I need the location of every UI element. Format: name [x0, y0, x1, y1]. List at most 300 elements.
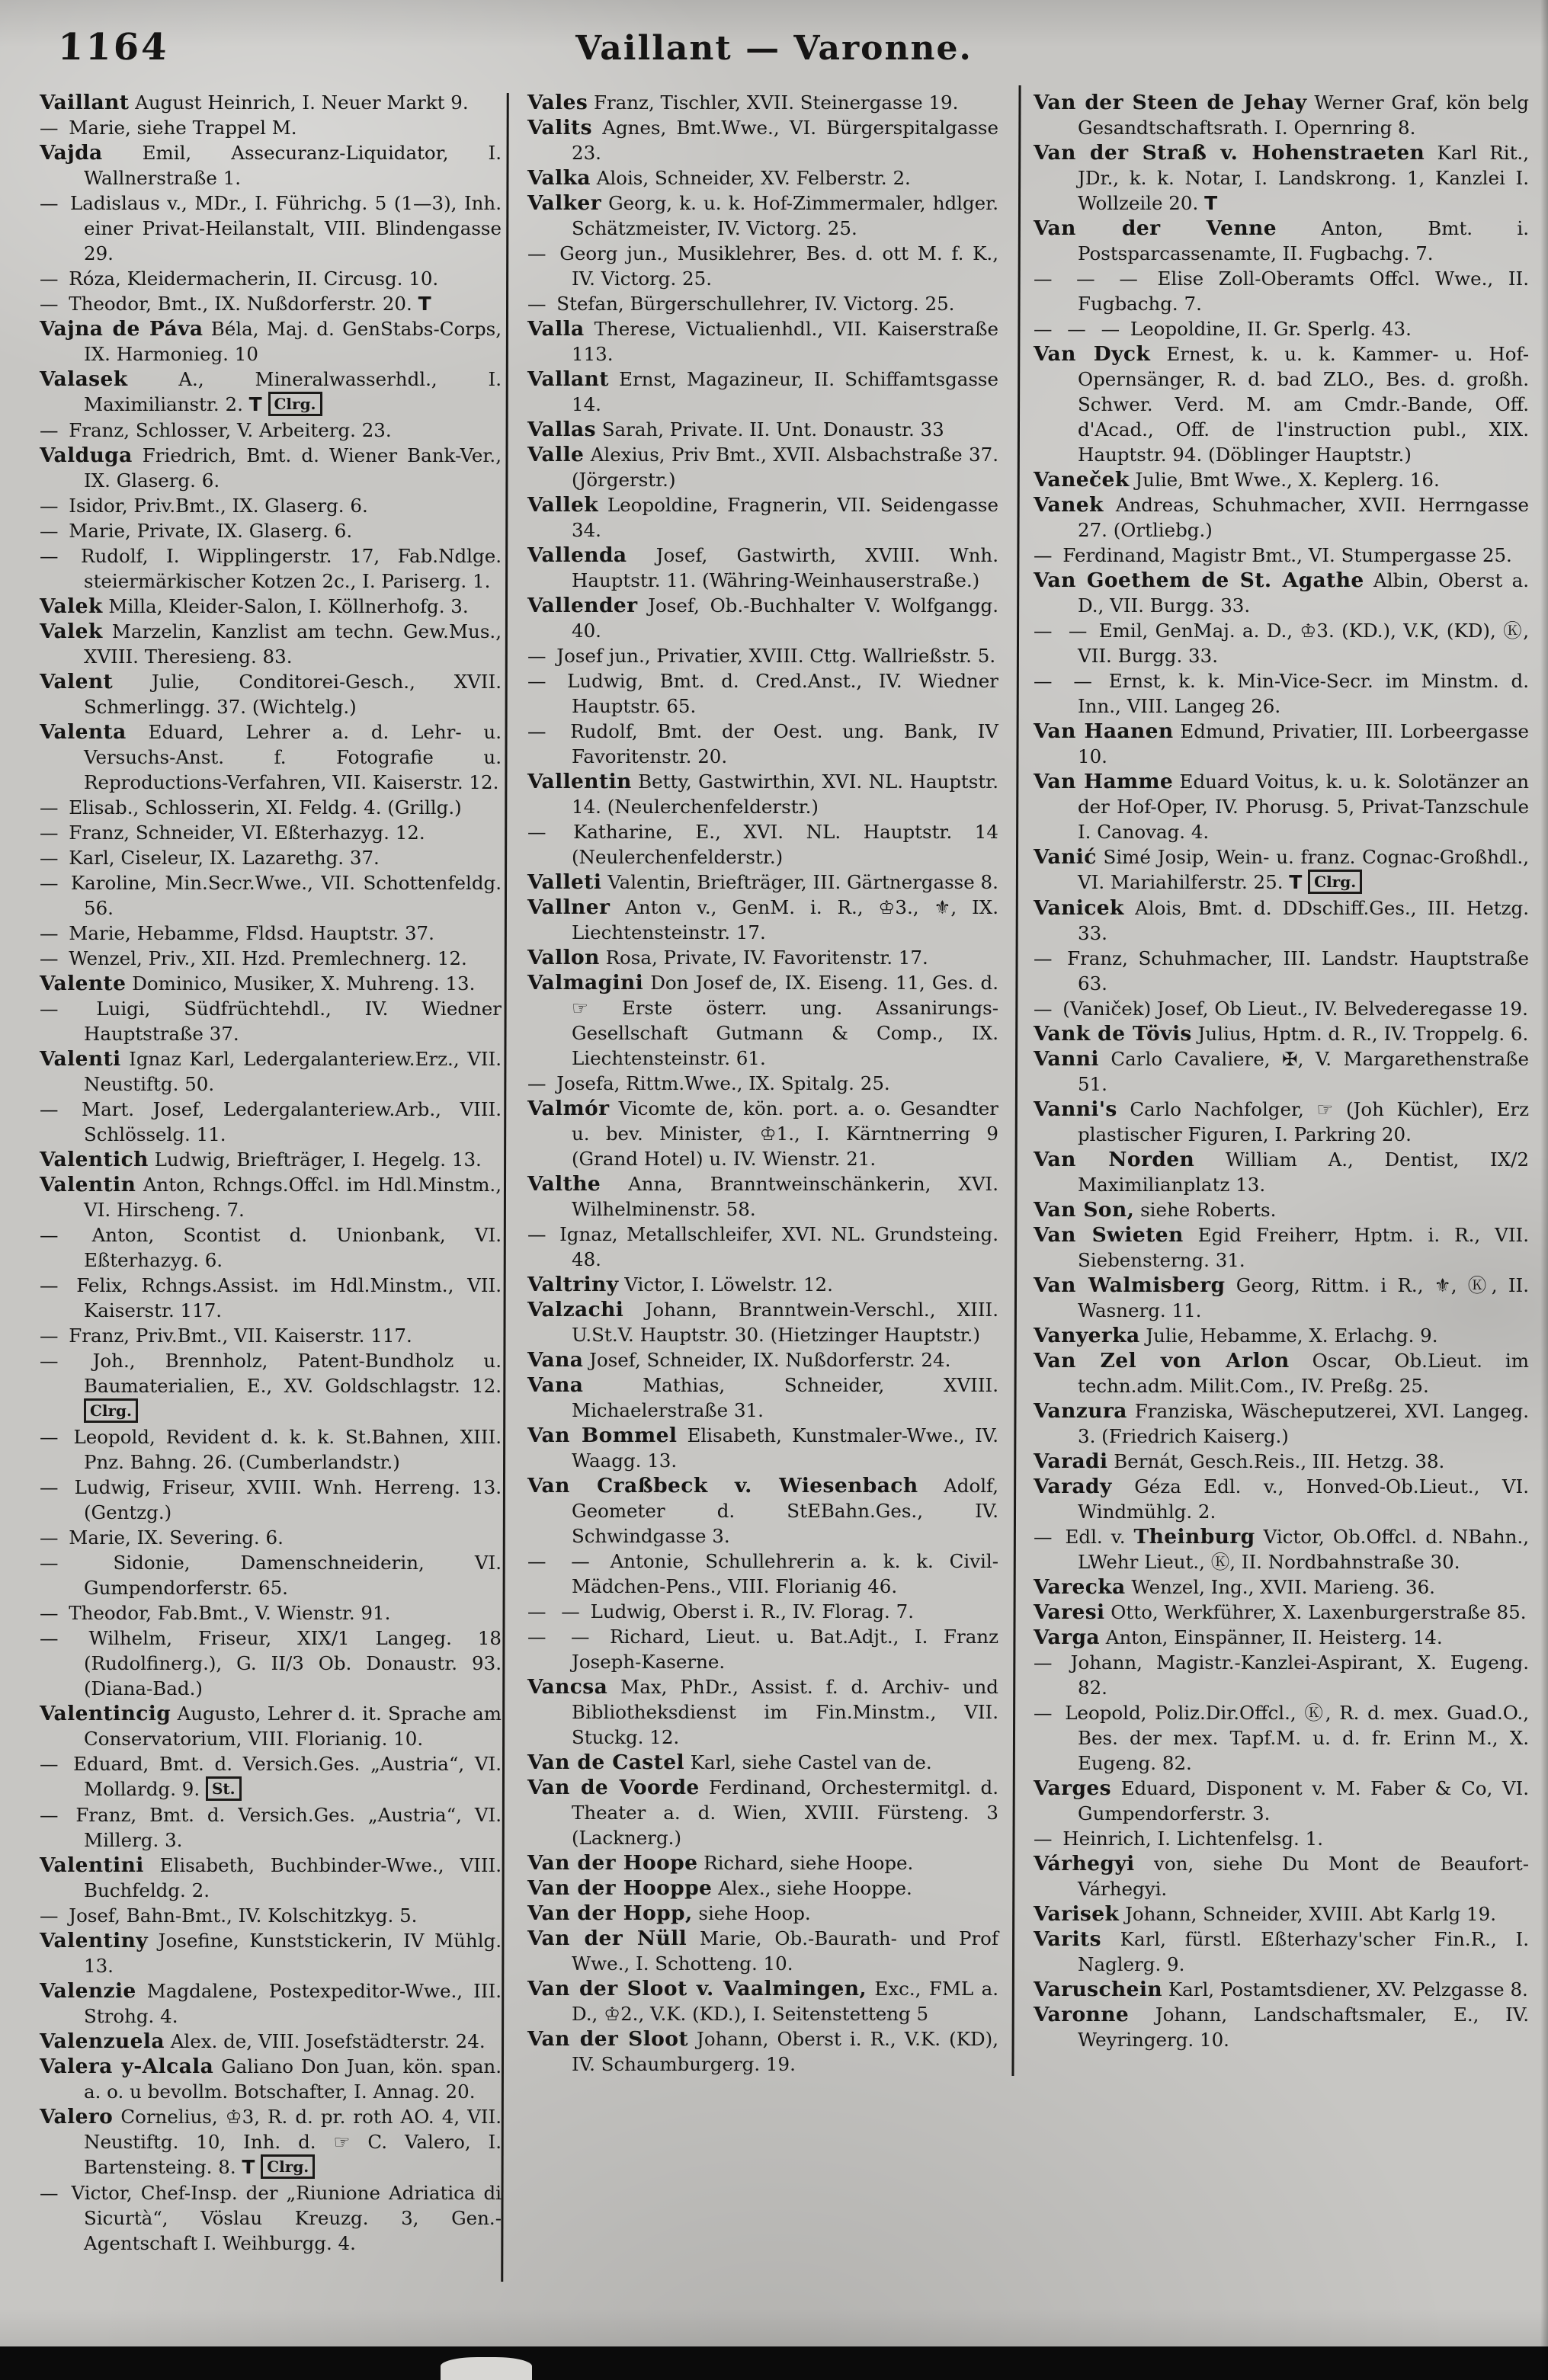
entry-text: Theodor, Bmt., IX. Nußdorferstr. 20. T — [62, 293, 431, 315]
entry-ditto-dash: — — [40, 1426, 63, 1448]
entry-surname: Valek — [40, 620, 103, 643]
directory-entry — [527, 1473, 998, 1549]
entry-text: Antonie, Schullehrerin a. k. k. Civil-Mädchen-Pens., VIII. Florianig 46. — [572, 1550, 998, 1597]
directory-entry — [40, 669, 502, 719]
entry-text: Ferdinand, Magistr Bmt., VI. Stumpergasse 25. — [1056, 544, 1512, 566]
directory-entry — [527, 115, 998, 165]
entry-text: Johann, Schneider, XVIII. Abt Karlg 19. — [1119, 1903, 1496, 1925]
directory-entry — [527, 1875, 998, 1901]
entry-surname: Vajna de Páva — [40, 317, 204, 341]
entry-text: Don Josef de, IX. Eiseng. 11, Ges. d. ☞ Erste österr. ung. Assanirungs-Gesellschaft Gutmann & Comp., IX. Liechtensteinstr. 61. — [572, 972, 998, 1069]
entry-surname: Varonne — [1034, 2003, 1130, 2026]
directory-entry — [1034, 568, 1529, 618]
entry-surname: Van Zel von Arlon — [1034, 1349, 1290, 1373]
directory-entry — [527, 1096, 998, 1171]
entry-text: Oscar, Ob.Lieut. im techn.adm. Milit.Com., IV. Preßg. 25. — [1078, 1350, 1529, 1397]
directory-entry — [1034, 1700, 1529, 1776]
scan-edge-notch — [441, 2357, 532, 2380]
entry-ditto-dash: — — [40, 1350, 63, 1372]
directory-entry — [40, 493, 502, 518]
entry-ditto-dash: — — [40, 1476, 63, 1498]
entry-ditto-dash: — — [527, 242, 551, 264]
entry-surname: Vanić — [1034, 845, 1097, 869]
directory-entry — [527, 1850, 998, 1875]
entry-ditto-dash: — — [527, 293, 551, 315]
entry-text: Eduard, Disponent v. M. Faber & Co, VI. Gumpendorferstr. 3. — [1078, 1777, 1529, 1824]
directory-entry — [40, 946, 502, 971]
entry-text: Alexius, Priv Bmt., XVII. Alsbachstraße 37. (Jörgerstr.) — [572, 444, 998, 491]
entry-surname: Valla — [527, 317, 585, 341]
entry-ditto-dash: — — [40, 419, 63, 441]
entry-ditto-dash: — — [40, 822, 63, 844]
entry-surname: Valentini — [40, 1853, 144, 1877]
directory-entry — [1034, 1625, 1529, 1650]
entry-text: Wenzel, Ing., XVII. Marieng. 36. — [1125, 1576, 1435, 1598]
directory-entry — [1034, 216, 1529, 266]
directory-entry — [527, 945, 998, 970]
entry-surname: Vaillant — [40, 91, 130, 114]
entry-text: Rudolf, I. Wipplingerstr. 17, Fab.Ndlge. steiermärkischer Kotzen 2c., I. Pariserg. 1. — [62, 545, 502, 592]
entry-text: Edmund, Privatier, III. Lorbeergasse 10. — [1078, 720, 1529, 767]
entry-text: Ernst, k. k. Min-Vice-Secr. im Minstm. d. Inn., VIII. Langeg 26. — [1078, 670, 1529, 717]
entry-text: Sidonie, Damenschneiderin, VI. Gumpendorferstr. 65. — [62, 1552, 502, 1599]
entry-surname: Varisek — [1034, 1902, 1120, 1926]
directory-entry — [1034, 467, 1529, 492]
directory-entry — [40, 2029, 502, 2054]
entry-ditto-dash: — — [40, 192, 63, 214]
entry-ditto-dash: — — — [527, 1626, 595, 1648]
entry-ditto-dash: — — [40, 495, 63, 517]
directory-entry — [527, 165, 998, 191]
directory-entry — [40, 2104, 502, 2180]
directory-entry — [527, 1347, 998, 1373]
directory-entry — [1034, 1348, 1529, 1398]
directory-entry — [527, 593, 998, 643]
directory-entry — [1034, 719, 1529, 769]
column-3 — [1034, 90, 1529, 2052]
entry-text: Julie, Conditorei-Gesch., XVII. Schmerlingg. 37. (Wichtelg.) — [84, 671, 502, 718]
entry-surname: Valenzie — [40, 1979, 136, 2003]
directory-entry — [527, 191, 998, 241]
entry-surname: Varesi — [1034, 1600, 1105, 1624]
entry-text: Anton, Rchngs.Offcl. im Hdl.Minstm., VI. Hirscheng. 7. — [84, 1174, 502, 1221]
directory-entry — [1034, 543, 1529, 568]
entry-text: Anton, Einspänner, II. Heisterg. 14. — [1099, 1626, 1443, 1648]
entry-text: Ernst, Magazineur, II. Schiffamtsgasse 14. — [572, 368, 998, 415]
directory-entry — [1034, 341, 1529, 467]
directory-entry — [527, 367, 998, 417]
entry-text: Milla, Kleider-Salon, I. Köllnerhofg. 3. — [102, 595, 469, 617]
entry-surname: Van de Castel — [527, 1751, 684, 1774]
directory-entry — [40, 291, 502, 316]
entry-text: Karl, fürstl. Eßterhazy'scher Fin.R., I. Naglerg. 9. — [1078, 1928, 1529, 1975]
entry-text: Bernát, Gesch.Reis., III. Hetzg. 38. — [1107, 1450, 1445, 1472]
entry-text: Karl Rit., JDr., k. k. Notar, I. Landskrong. 1, Kanzlei I. Wollzeile 20. T — [1078, 142, 1529, 214]
entry-text: Andreas, Schuhmacher, XVII. Herrngasse 27. (Ortliebg.) — [1078, 494, 1529, 541]
directory-entry — [527, 1423, 998, 1473]
entry-text: Rosa, Private, IV. Favoritenstr. 17. — [599, 947, 928, 969]
entry-text: Exc., FML a. D., ♔2., V.K. (KD.), I. Seitenstetteng 5 — [572, 1978, 998, 2025]
entry-text: Simé Josip, Wein- u. franz. Cognac-Großhdl., VI. Mariahilferstr. 25. T Clrg. — [1078, 846, 1529, 893]
entry-surname: Van Goethem de St. Agathe — [1034, 569, 1364, 592]
entry-text: Egid Freiherr, Hptm. i. R., VII. Siebensterng. 31. — [1078, 1224, 1529, 1271]
entry-surname: Van Craßbeck v. Wiesenbach — [527, 1474, 918, 1498]
entry-text: (Vaniček) Josef, Ob Lieut., IV. Belvederegasse 19. — [1056, 998, 1528, 1020]
directory-entry — [40, 1928, 502, 1978]
directory-entry — [40, 921, 502, 946]
directory-entry — [40, 1273, 502, 1323]
directory-entry — [1034, 1222, 1529, 1273]
directory-entry — [1034, 266, 1529, 316]
entry-surname: Van der Hooppe — [527, 1876, 713, 1900]
directory-entry — [527, 769, 998, 819]
directory-entry — [527, 870, 998, 895]
entry-text: Julius, Hptm. d. R., IV. Troppelg. 6. — [1191, 1023, 1529, 1045]
directory-entry — [1034, 1776, 1529, 1826]
entry-surname: Varga — [1034, 1626, 1100, 1649]
entry-text: Anton, Scontist d. Unionbank, VI. Eßterhazyg. 6. — [62, 1224, 502, 1271]
entry-surname: Valentincig — [40, 1702, 171, 1725]
entry-ditto-dash: — — — — [1034, 318, 1125, 340]
entry-surname: Valent — [40, 670, 114, 693]
entry-surname: Valduga — [40, 444, 133, 467]
entry-text: Karoline, Min.Secr.Wwe., VII. Schottenfeldg. 56. — [62, 872, 502, 919]
entry-ditto-dash: — — [1034, 1651, 1057, 1674]
directory-entry — [1034, 946, 1529, 996]
entry-surname: Valentich — [40, 1148, 149, 1171]
entry-text: Marie, Hebamme, Fldsd. Hauptstr. 37. — [62, 922, 434, 944]
entry-surname: Vanek — [1034, 493, 1104, 517]
entry-ditto-dash: — — — [527, 1550, 595, 1572]
entry-text: Elisabeth, Buchbinder-Wwe., VIII. Buchfeldg. 2. — [84, 1854, 502, 1901]
entry-surname: Valle — [527, 443, 585, 466]
entry-surname: Varecka — [1034, 1575, 1126, 1599]
entry-surname: Vallenda — [527, 543, 627, 567]
entry-surname: Varges — [1034, 1776, 1111, 1800]
directory-entry — [40, 518, 502, 543]
directory-entry — [40, 1172, 502, 1222]
entry-text: Franz, Bmt. d. Versich.Ges. „Austria“, VI. Millerg. 3. — [62, 1804, 502, 1851]
directory-entry — [40, 1903, 502, 1928]
entry-text: Alex., siehe Hooppe. — [712, 1877, 912, 1899]
page-number: 1164 — [57, 26, 170, 69]
entry-text: Franz, Tischler, XVII. Steinergasse 19. — [588, 91, 959, 114]
entry-surname: Van Son, — [1034, 1198, 1135, 1222]
entry-text: Johann, Oberst i. R., V.K. (KD), IV. Schaumburgerg. 19. — [572, 2028, 998, 2075]
entry-text: Anton, Bmt. i. Postsparcassenamte, II. Fugbachg. 7. — [1078, 217, 1530, 264]
directory-entry — [527, 819, 998, 870]
directory-entry — [40, 1046, 502, 1097]
entry-text: Ernest, k. u. k. Kammer- u. Hof-Opernsänger, R. d. bad ZLO., Bes. d. großh. Schwer. Verd. M. am Cmdr.-Bande, Off. d'Acad., Off. de l'instruction publ., XIX. Hauptstr. 94. (Döblinger Hauptstr.) — [1078, 343, 1529, 466]
entry-text: Josef, Schneider, IX. Nußdorferstr. 24. — [583, 1349, 951, 1371]
directory-entry — [527, 1750, 998, 1775]
entry-text: Marie, siehe Trappel M. — [62, 117, 297, 139]
entry-surname: Vanzura — [1034, 1399, 1127, 1423]
boxed-tag: Clrg. — [268, 392, 322, 416]
entry-text: Sarah, Private. II. Unt. Donaustr. 33 — [595, 418, 944, 440]
entry-text: Friedrich, Bmt. d. Wiener Bank-Ver., IX. Glaserg. 6. — [84, 444, 502, 492]
entry-text: Eduard, Lehrer a. d. Lehr- u. Versuchs-Anst. f. Fotografie u. Reproductions-Verfahren, VII. Kaiserstr. 12. — [84, 721, 502, 793]
entry-ditto-dash: — — [40, 1904, 63, 1927]
entry-text: Leopold, Poliz.Dir.Offcl., Ⓚ, R. d. mex. Guad.O., Bes. der mex. Tapf.M. u. d. fr. Erinn M., X. Eugeng. 82. — [1056, 1702, 1529, 1774]
entry-surname: Van de Voorde — [527, 1776, 700, 1799]
directory-entry — [40, 1348, 502, 1424]
entry-ditto-dash: — — [40, 2182, 63, 2204]
entry-text: Therese, Victualienhdl., VII. Kaiserstraße 113. — [572, 318, 998, 365]
directory-entry — [40, 1600, 502, 1626]
entry-text: Géza Edl. v., Honved-Ob.Lieut., VI. Windmühlg. 2. — [1078, 1475, 1529, 1523]
directory-entry — [1034, 895, 1529, 946]
entry-surname: Varady — [1034, 1475, 1112, 1498]
scan-edge-right — [1540, 0, 1548, 2380]
running-header: Vaillant — Varonne. — [575, 29, 973, 68]
entry-text: Richard, Lieut. u. Bat.Adjt., I. Franz Joseph-Kaserne. — [572, 1626, 998, 1673]
entry-ditto-dash: — — — [527, 1600, 585, 1622]
entry-surname: Van der Steen de Jehay — [1034, 91, 1307, 114]
entry-text: Leopold, Revident d. k. k. St.Bahnen, XIII. Pnz. Bahng. 26. (Cumberlandstr.) — [62, 1426, 502, 1473]
entry-text: Edl. v. Theinburg Victor, Ob.Offcl. d. NBahn., LWehr Lieut., Ⓚ, II. Nordbahnstraße 30. — [1056, 1525, 1529, 1573]
entry-ditto-dash: — — [527, 645, 551, 667]
entry-ditto-dash: — — [1034, 544, 1057, 566]
entry-text: Eduard Voitus, k. u. k. Solotänzer an der Hof-Oper, IV. Phorusg. 5, Privat-Tanzschule I. Canovag. 4. — [1078, 770, 1529, 843]
directory-entry — [40, 1978, 502, 2029]
entry-text: Elise Zoll-Oberamts Offcl. Wwe., II. Fugbachg. 7. — [1078, 267, 1529, 315]
entry-text: Ludwig, Bmt. d. Cred.Anst., IV. Wiedner Hauptstr. 65. — [550, 670, 998, 717]
entry-text: Rudolf, Bmt. der Oest. ung. Bank, IV Favoritenstr. 20. — [550, 720, 998, 767]
entry-ditto-dash: — — [40, 1552, 63, 1574]
directory-entry — [527, 1222, 998, 1272]
entry-text: Franziska, Wäscheputzerei, XVI. Langeg. 3. (Friedrich Kaiserg.) — [1078, 1400, 1529, 1447]
boxed-tag: Clrg. — [1308, 870, 1362, 894]
entry-surname: Vaneček — [1034, 468, 1130, 492]
entry-surname: Valek — [40, 594, 103, 618]
entry-text: Franz, Priv.Bmt., VII. Kaiserstr. 117. — [62, 1325, 412, 1347]
entry-text: Betty, Gastwirthin, XVI. NL. Hauptstr. 14. (Neulerchenfelderstr.) — [572, 770, 998, 818]
entry-surname: Vallentin — [527, 770, 632, 793]
directory-entry — [40, 115, 502, 140]
entry-text: Galiano Don Juan, kön. span. a. o. u bevollm. Botschafter, I. Annag. 20. — [84, 2055, 502, 2103]
directory-entry — [40, 2054, 502, 2104]
column-separator-rule — [1011, 85, 1021, 2076]
entry-ditto-dash: — — [40, 117, 63, 139]
entry-surname: Valentin — [40, 1173, 136, 1196]
directory-entry — [40, 1097, 502, 1147]
entry-ditto-dash: — — [1034, 1526, 1057, 1548]
entry-text: Marie, Private, IX. Glaserg. 6. — [62, 520, 353, 542]
directory-entry — [527, 668, 998, 719]
directory-entry — [1034, 1650, 1529, 1700]
directory-entry — [1034, 1826, 1529, 1851]
entry-text: Georg, Rittm. i R., ⚜, Ⓚ, II. Wasnerg. 11. — [1078, 1274, 1529, 1321]
entry-ditto-dash: — — [40, 947, 63, 969]
entry-text: Victor, Chef-Insp. der „Riunione Adriatica di Sicurtà“, Vöslau Kreuzg. 3, Gen.-Agentschaft I. Weihburgg. 4. — [62, 2182, 502, 2254]
entry-text: Heinrich, I. Lichtenfelsg. 1. — [1056, 1827, 1323, 1850]
directory-entry — [40, 719, 502, 795]
entry-surname: Vallner — [527, 895, 611, 919]
directory-entry — [40, 1550, 502, 1600]
entry-ditto-dash: — — [40, 1526, 63, 1549]
entry-text: Felix, Rchngs.Assist. im Hdl.Minstm., VII. Kaiserstr. 117. — [62, 1274, 502, 1321]
entry-surname: Van der Nüll — [527, 1927, 687, 1950]
entry-surname: Valker — [527, 191, 601, 215]
directory-entry — [1034, 492, 1529, 543]
entry-ditto-dash: — — [40, 520, 63, 542]
directory-entry — [40, 795, 502, 820]
entry-text: Marie, Ob.-Baurath- und Prof Wwe., I. Schotteng. 10. — [572, 1927, 998, 1975]
directory-entry — [1034, 316, 1529, 341]
entry-ditto-dash: — — [527, 821, 551, 843]
directory-entry — [527, 90, 998, 115]
directory-entry — [1034, 1474, 1529, 1524]
column-separator-rule — [501, 93, 509, 2282]
entry-ditto-dash: — — [40, 847, 63, 869]
directory-entry — [527, 1373, 998, 1423]
entry-surname: Vallon — [527, 946, 600, 969]
entry-ditto-dash: — — [40, 1627, 63, 1649]
entry-text: Emil, GenMaj. a. D., ♔3. (KD.), V.K, (KD), Ⓚ, VII. Burgg. 33. — [1078, 620, 1529, 667]
directory-entry — [40, 418, 502, 443]
entry-ditto-dash: — — [527, 720, 551, 742]
directory-entry — [40, 1853, 502, 1903]
entry-surname: Vancsa — [527, 1675, 608, 1699]
entry-surname: Van der Sloot v. Vaalmingen, — [527, 1977, 867, 2000]
entry-surname: Valentiny — [40, 1929, 149, 1952]
directory-entry — [527, 1775, 998, 1850]
entry-surname: Valits — [527, 116, 592, 139]
directory-entry — [527, 1926, 998, 1976]
entry-text: Carlo Nachfolger, ☞ (Joh Küchler), Erz plastischer Figuren, I. Parkring 20. — [1078, 1098, 1529, 1145]
telephone-icon: T — [248, 393, 262, 415]
entry-ditto-dash: — — [527, 1223, 551, 1245]
entry-text: Ludwig, Briefträger, I. Hegelg. 13. — [148, 1148, 482, 1171]
entry-surname: Vank de Tövis — [1034, 1022, 1192, 1046]
entry-text: von, siehe Du Mont de Beaufort-Várhegyi. — [1078, 1853, 1529, 1900]
directory-entry — [1034, 1901, 1529, 1927]
directory-entry — [40, 1751, 502, 1802]
entry-surname: Vana — [527, 1373, 584, 1397]
entry-text: Werner Graf, kön belg Gesandtschaftsrath. I. Opernring 8. — [1078, 91, 1529, 139]
entry-surname: Varuschein — [1034, 1978, 1163, 2001]
entry-text: Theodor, Fab.Bmt., V. Wienstr. 91. — [62, 1602, 391, 1624]
entry-text: siehe Hoop. — [692, 1902, 811, 1924]
entry-surname: Valleti — [527, 870, 602, 894]
entry-text: Carlo Cavaliere, ✠, V. Margarethenstraße 51. — [1078, 1048, 1529, 1095]
entry-text: Katharine, E., XVI. NL. Hauptstr. 14 (Neulerchenfelderstr.) — [550, 821, 998, 868]
directory-entry — [40, 191, 502, 266]
entry-surname: Valenti — [40, 1047, 121, 1071]
entry-ditto-dash: — — [40, 1224, 63, 1246]
directory-entry — [527, 291, 998, 316]
entry-ditto-dash: — — [40, 998, 63, 1020]
directory-entry — [527, 1171, 998, 1222]
directory-entry — [40, 543, 502, 594]
directory-entry — [1034, 90, 1529, 140]
directory-entry — [527, 492, 998, 543]
entry-text: Agnes, Bmt.Wwe., VI. Bürgerspitalgasse 23. — [572, 117, 998, 164]
entry-text: Luigi, Südfrüchtehdl., IV. Wiedner Hauptstraße 37. — [62, 998, 502, 1045]
directory-entry — [527, 316, 998, 367]
entry-text: Ignaz, Metallschleifer, XVI. NL. Grundsteing. 48. — [550, 1223, 998, 1270]
entry-surname: Vallas — [527, 418, 596, 441]
directory-entry — [1034, 1574, 1529, 1600]
entry-surname: Várhegyi — [1034, 1852, 1135, 1875]
directory-entry — [1034, 844, 1529, 895]
entry-text: Victor, I. Löwelstr. 12. — [618, 1273, 833, 1296]
entry-text: Dominico, Musiker, X. Muhreng. 13. — [126, 972, 476, 995]
entry-text: Georg jun., Musiklehrer, Bes. d. ott M. f. K., IV. Victorg. 25. — [550, 242, 998, 290]
entry-text: Ludwig, Oberst i. R., IV. Florag. 7. — [584, 1600, 914, 1622]
entry-text: Josef, Ob.-Buchhalter V. Wolfgangg. 40. — [572, 594, 998, 642]
entry-text: Josefine, Kunststickerin, IV Mühlg. 13. — [84, 1930, 502, 1977]
entry-ditto-dash: — — [40, 1098, 63, 1120]
entry-text: Wenzel, Priv., XII. Hzd. Premlechnerg. 12. — [62, 947, 467, 969]
entry-text: Julie, Hebamme, X. Erlachg. 9. — [1139, 1325, 1438, 1347]
directory-entry — [527, 1901, 998, 1926]
telephone-icon: T — [418, 293, 431, 315]
directory-entry — [527, 1976, 998, 2026]
entry-text: Karl, Ciseleur, IX. Lazarethg. 37. — [62, 847, 380, 869]
entry-surname: Vanicek — [1034, 896, 1124, 920]
entry-surname: Vana — [527, 1348, 584, 1372]
entry-surname: Vales — [527, 91, 588, 114]
entry-text: Elisab., Schlosserin, XI. Feldg. 4. (Grillg.) — [62, 796, 462, 818]
entry-text: Otto, Werkführer, X. Laxenburgerstraße 85. — [1104, 1601, 1527, 1623]
entry-surname: Van der Hopp, — [527, 1901, 693, 1925]
entry-text: Josef jun., Privatier, XVIII. Cttg. Wallrießstr. 5. — [550, 645, 996, 667]
entry-text: Isidor, Priv.Bmt., IX. Glaserg. 6. — [62, 495, 368, 517]
entry-surname: Van der Sloot — [527, 2027, 688, 2051]
entry-ditto-dash: — — [527, 1072, 551, 1094]
entry-text: Johann, Landschaftsmaler, E., IV. Weyringerg. 10. — [1078, 2004, 1529, 2051]
entry-text: Magdalene, Postexpeditor-Wwe., III. Strohg. 4. — [84, 1980, 502, 2027]
directory-entry — [1034, 769, 1529, 844]
directory-entry — [1034, 1927, 1529, 1977]
boxed-tag: Clrg. — [261, 2154, 315, 2179]
entry-ditto-dash: — — [40, 293, 63, 315]
directory-entry — [527, 1297, 998, 1347]
entry-ditto-dash: — — — [1034, 620, 1092, 642]
entry-text: August Heinrich, I. Neuer Markt 9. — [129, 91, 469, 114]
entry-surname: Van Walmisberg — [1034, 1273, 1226, 1297]
entry-text: Stefan, Bürgerschullehrer, IV. Victorg. 25. — [550, 293, 955, 315]
directory-entry — [1034, 618, 1529, 668]
directory-entry — [527, 719, 998, 769]
entry-text: Emil, Assecuranz-Liquidator, I. Wallnerstraße 1. — [84, 142, 502, 189]
directory-entry — [527, 417, 998, 442]
entry-text: Anton v., GenM. i. R., ♔3., ⚜, IX. Liechtensteinstr. 17. — [572, 896, 998, 943]
entry-text: Marie, IX. Severing. 6. — [62, 1526, 284, 1549]
directory-entry — [1034, 1524, 1529, 1574]
entry-text: Ladislaus v., MDr., I. Führichg. 5 (1—3), Inh. einer Privat-Heilanstalt, VIII. Blindengasse 29. — [62, 192, 502, 264]
entry-text: Joh., Brennholz, Patent-Bundholz u. Baumaterialien, E., XV. Goldschlagstr. 12. Clrg. — [63, 1350, 502, 1422]
directory-entry — [40, 1424, 502, 1475]
entry-surname: Valenta — [40, 720, 127, 744]
entry-surname: Vanni — [1034, 1047, 1099, 1071]
directory-entry — [527, 1071, 998, 1096]
entry-text: Mart. Josef, Ledergalanteriew.Arb., VIII. Schlösselg. 11. — [62, 1098, 502, 1145]
directory-entry — [40, 820, 502, 845]
entry-surname: Valtriny — [527, 1273, 619, 1296]
directory-entry — [40, 1475, 502, 1525]
directory-entry — [1034, 1600, 1529, 1625]
entry-text: Richard, siehe Hoope. — [697, 1852, 914, 1874]
directory-entry — [1034, 1097, 1529, 1147]
entry-text: Alex. de, VIII. Josefstädterstr. 24. — [164, 2030, 486, 2052]
directory-entry — [527, 895, 998, 945]
directory-entry — [40, 90, 502, 115]
entry-surname: Vallender — [527, 594, 638, 617]
column-2 — [527, 90, 998, 2077]
